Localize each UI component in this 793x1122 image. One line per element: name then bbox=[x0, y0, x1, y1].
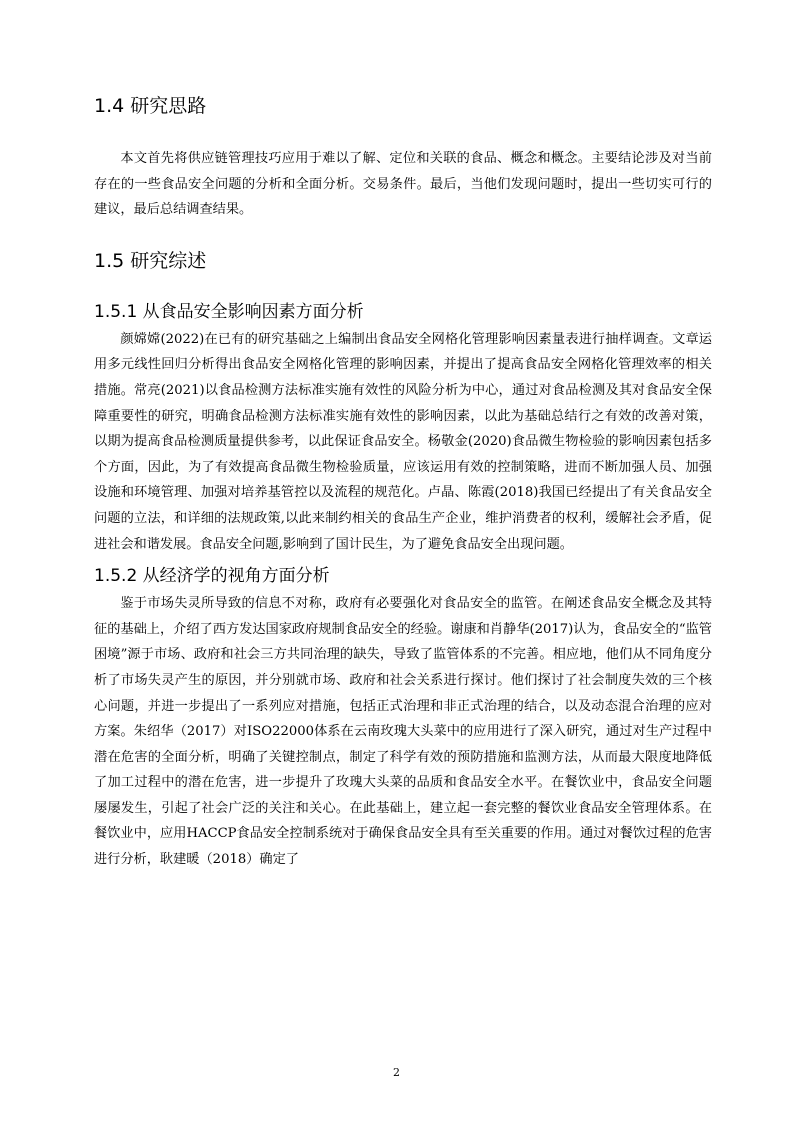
section-heading-1-4: 1.4 研究思路 bbox=[94, 95, 207, 117]
paragraph-1-5-1: 颜嫦嫦(2022)在已有的研究基础之上编制出食品安全网格化管理影响因素量表进行抽样调查。文章运用多元线性回归分析得出食品安全网格化管理的影响因素，并提出了提高食品安全网格化管理效率的相关措施。常亮(2021)以食品检测方法标准实施有效性的风险分析为中心，通过对食品检测及其对食品安全保障重要性的研究，明确食品检测方法标准实施有效性的影响因素，以此为基础总结行之有效的改善对策，以期为提高食品检测质量提供参考，以此保证食品安全。杨敬金(2020)食品微生物检验的影响因素包括多个方面，因此，为了有效提高食品微生物检验质量，应该运用有效的控制策略，进而不断加强人员、加强设施和环境管理、加强对培养基管控以及流程的规范化。卢晶、陈霞(2018)我国已经提出了有关食品安全问题的立法，和详细的法规政策,以此来制约相关的食品生产企业，维护消费者的权利，缓解社会矛盾，促进社会和谐发展。食品安全问题,影响到了国计民生，为了避免食品安全出现问题。 bbox=[94, 331, 712, 552]
section-heading-1-5: 1.5 研究综述 bbox=[94, 249, 207, 272]
paragraph-1-4: 本文首先将供应链管理技巧应用于难以了解、定位和关联的食品、概念和概念。主要结论涉及对当前存在的一些食品安全问题的分析和全面分析。交易条件。最后，当他们发现问题时，提出一些切实可行的建议，最后总结调查结果。 bbox=[94, 151, 712, 218]
paragraph-1-5-2: 鉴于市场失灵所导致的信息不对称，政府有必要强化对食品安全的监管。在阐述食品安全概念及其特征的基础上，介绍了西方发达国家政府规制食品安全的经验。谢康和肖静华(2017)认为，食品安全的“监管困境”源于市场、政府和社会三方共同治理的缺失，导致了监管体系的不完善。相应地，他们从不同角度分析了市场失灵产生的原因，并分别就市场、政府和社会关系进行探讨。他们探讨了社会制度失效的三个核心问题，并进一步提出了一系列应对措施，包括正式治理和非正式治理的结合，以及动态混合治理的应对方案。朱绍华（2017）对ISO22000体系在云南玫瑰大头菜中的应用进行了深入研究，通过对生产过程中潜在危害的全面分析，明确了关键控制点，制定了科学有效的预防措施和监测方法，从而最大限度地降低了加工过程中的潜在危害，进一步提升了玫瑰大头菜的品质和食品安全水平。在餐饮业中，食品安全问题屡屡发生，引起了社会广泛的关注和关心。在此基础上，建立起一套完整的餐饮业食品安全管理体系。在餐饮业中，应用HACCP食品安全控制系统对于确保食品安全具有至关重要的作用。通过对餐饮过程的危害进行分析，耿建暖（2018）确定了 bbox=[94, 596, 712, 868]
page-number: 2 bbox=[393, 1066, 400, 1079]
page-content bbox=[94, 90, 712, 873]
subsection-heading-1-5-2: 1.5.2 从经济学的视角方面分析 bbox=[94, 566, 330, 587]
subsection-heading-1-5-1: 1.5.1 从食品安全影响因素方面分析 bbox=[94, 301, 364, 322]
